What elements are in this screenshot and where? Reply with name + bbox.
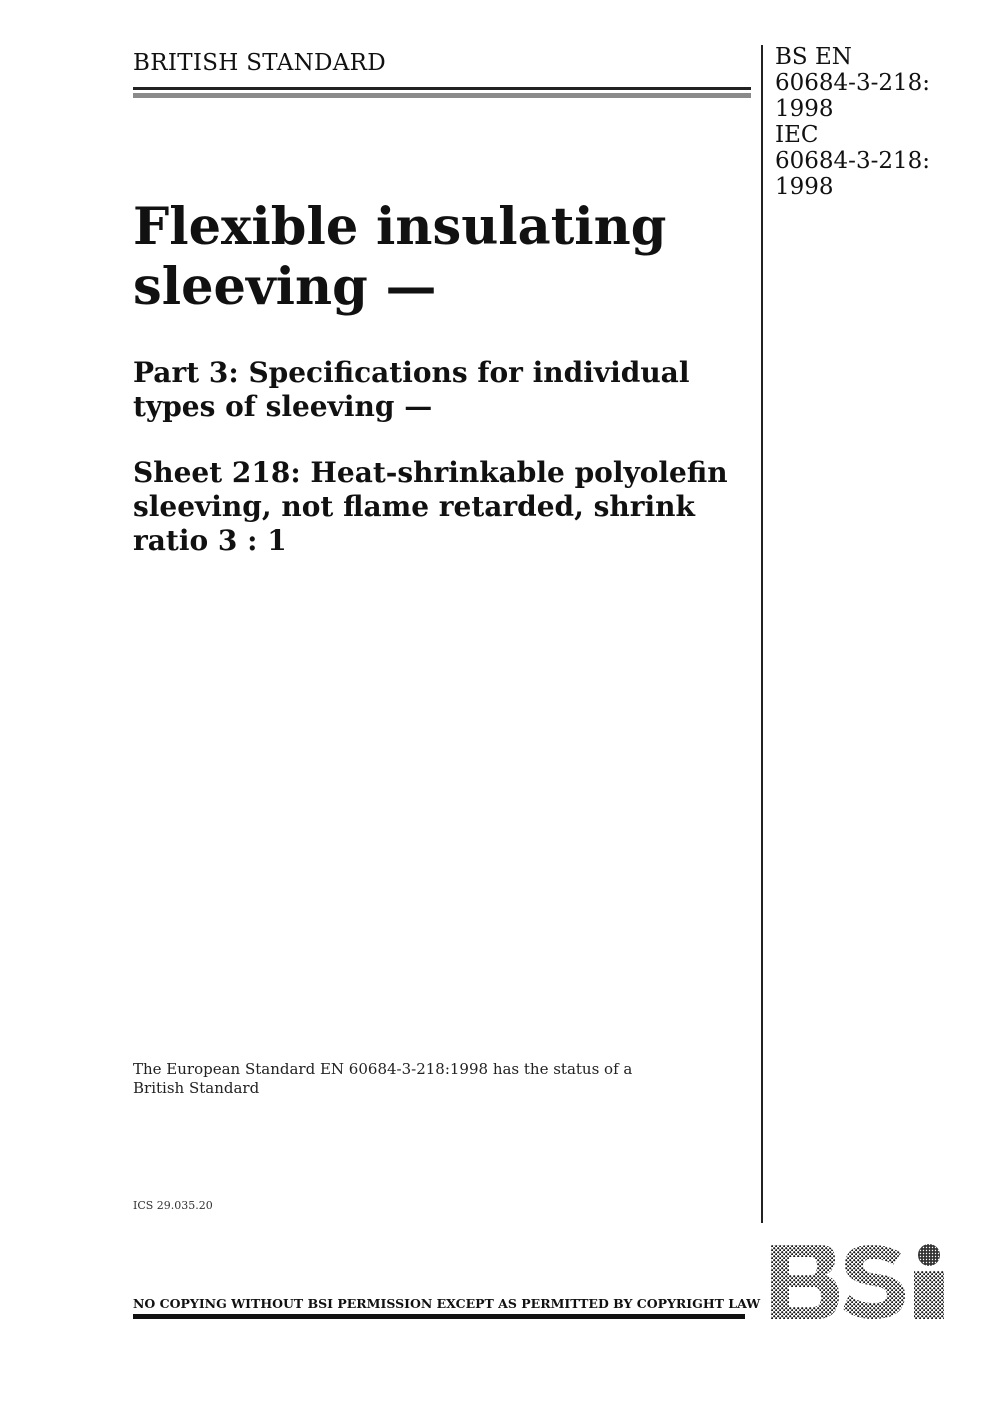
part-title-line: types of sleeving — bbox=[133, 390, 433, 423]
copyright-notice: NO COPYING WITHOUT BSI PERMISSION EXCEPT AS PERMITTED BY COPYRIGHT LAW bbox=[133, 1296, 761, 1311]
standard-type-label: BRITISH STANDARD bbox=[133, 50, 387, 76]
bsi-logo-icon bbox=[769, 1243, 945, 1321]
sheet-title bbox=[133, 456, 743, 558]
sheet-title-line: Sheet 218: Heat-shrinkable polyolefin bbox=[133, 456, 728, 489]
sheet-title-line: ratio 3 : 1 bbox=[133, 524, 287, 557]
part-title-line: Part 3: Specifications for individual bbox=[133, 356, 690, 389]
title-line: sleeving — bbox=[133, 257, 437, 317]
designation-line: 1998 bbox=[775, 96, 834, 122]
title-line: Flexible insulating bbox=[133, 197, 667, 257]
header-rule-gray bbox=[133, 93, 751, 98]
status-note bbox=[133, 1060, 693, 1098]
vertical-divider bbox=[761, 45, 763, 1223]
designation-line: BS EN bbox=[775, 44, 852, 70]
part-title bbox=[133, 356, 743, 424]
header-rule bbox=[133, 87, 751, 90]
document-title bbox=[133, 197, 743, 317]
standard-designation bbox=[775, 44, 930, 200]
status-note-line: British Standard bbox=[133, 1079, 260, 1097]
designation-line: 1998 bbox=[775, 174, 834, 200]
status-note-line: The European Standard EN 60684-3-218:1998 has the status of a bbox=[133, 1060, 633, 1078]
designation-line: IEC bbox=[775, 122, 819, 148]
ics-code: ICS 29.035.20 bbox=[133, 1199, 213, 1212]
footer-rule bbox=[133, 1314, 745, 1319]
sheet-title-line: sleeving, not flame retarded, shrink bbox=[133, 490, 695, 523]
designation-line: 60684-3-218: bbox=[775, 70, 930, 96]
designation-line: 60684-3-218: bbox=[775, 148, 930, 174]
